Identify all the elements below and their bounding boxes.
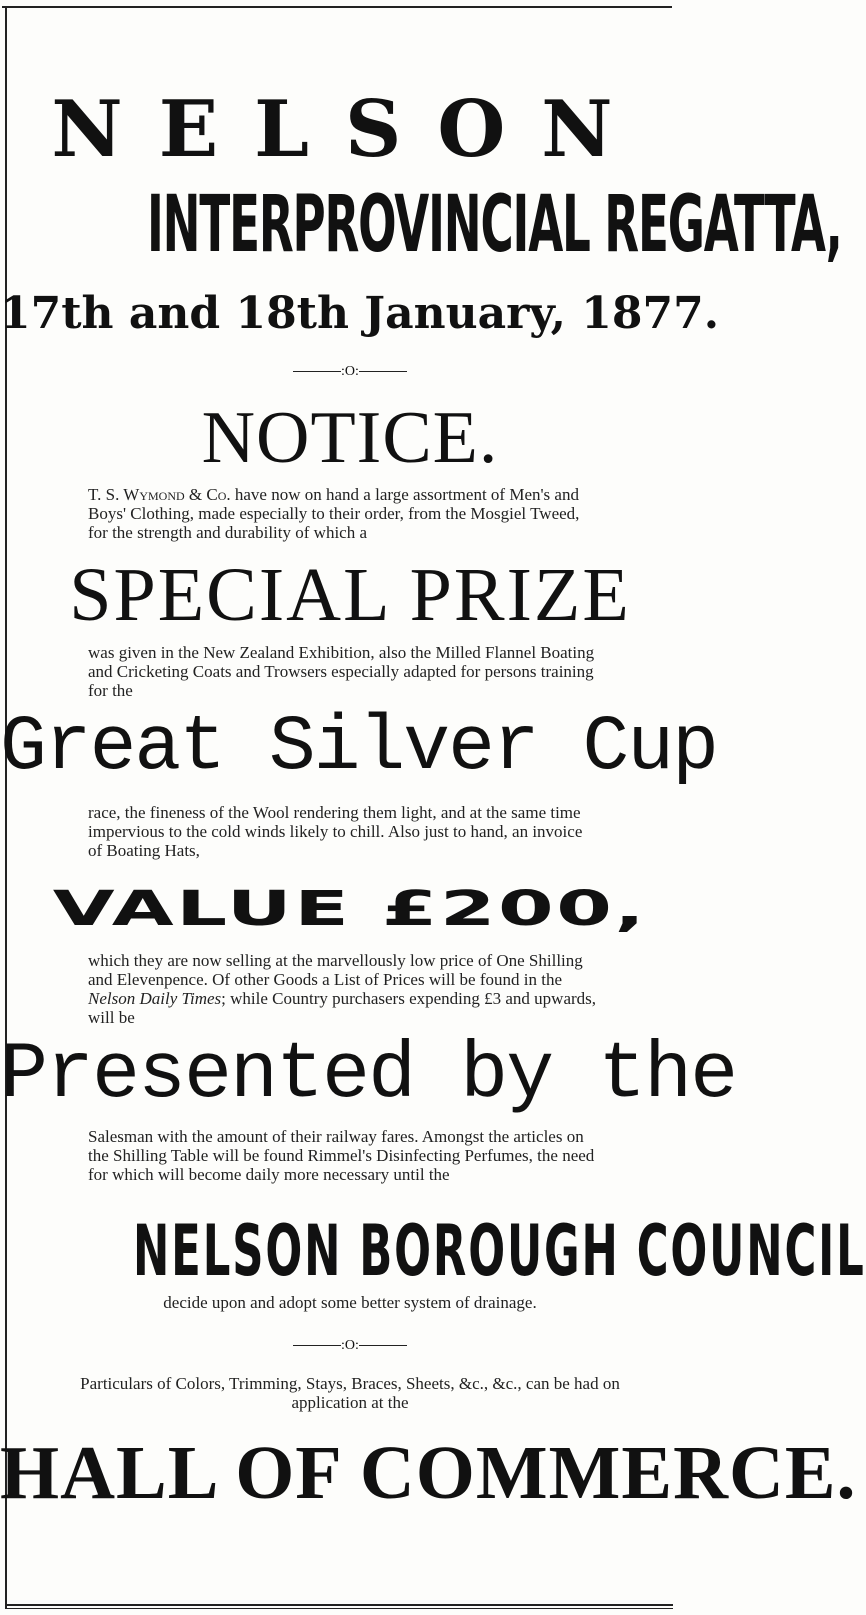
firm-name: T. S. Wymond & Co. xyxy=(88,485,231,504)
ornamental-divider-2 xyxy=(0,1338,700,1354)
notice-heading: NOTICE. xyxy=(201,397,499,479)
headline-nelson: NELSON xyxy=(51,84,649,175)
notice-paragraph-7: Particulars of Colors, Trimming, Stays, Braces, Sheets, &c., &c., can be had on application at the xyxy=(80,1374,620,1412)
divider-text: :O: xyxy=(341,364,359,379)
notice-paragraph-4 xyxy=(88,951,598,1027)
headline-borough-council: NELSON BOROUGH COUNCIL xyxy=(133,1210,866,1292)
notice-paragraph-2: was given in the New Zealand Exhibition, also the Milled Flannel Boating and Cricketing Coats and Trowsers especially adapted for persons training for the xyxy=(88,643,595,700)
headline-hall-of-commerce: HALL OF COMMERCE. xyxy=(0,1431,857,1515)
headline-special-prize: SPECIAL PRIZE xyxy=(69,553,631,637)
left-border-rule xyxy=(5,8,7,1608)
headline-value: VALUE £200, xyxy=(52,881,648,937)
notice-paragraph-6: decide upon and adopt some better system of drainage. xyxy=(163,1293,537,1312)
bottom-border-rule xyxy=(5,1604,673,1606)
event-dates: 17th and 18th January, 1877. xyxy=(0,288,720,339)
paragraph-4-text-b: ; while Country purchasers expending £3 and upwards, will be xyxy=(88,989,597,1027)
notice-paragraph-3: race, the fineness of the Wool rendering them light, and at the same time impervious to the cold winds likely to chill. Also just to hand, an invoice of Boating Hats, xyxy=(88,803,583,860)
notice-paragraph-1 xyxy=(88,485,598,542)
top-border-rule xyxy=(2,6,672,8)
headline-presented-by-the: Presented by the xyxy=(0,1030,737,1121)
bottom-border-rule-thin xyxy=(5,1608,673,1609)
paragraph-4-text-a: which they are now selling at the marvellously low price of One Shilling and Elevenpence. Of other Goods a List of Prices will be found in the xyxy=(88,951,583,989)
headline-regatta: INTERPROVINCIAL REGATTA, xyxy=(147,180,842,270)
divider-text-2: :O: xyxy=(341,1338,359,1353)
notice-paragraph-5: Salesman with the amount of their railway fares. Amongst the articles on the Shilling Table will be found Rimmel's Disinfecting Perfumes, the need for which will become daily more necessary until the xyxy=(88,1127,595,1184)
paragraph-1-text: have now on hand a large assortment of Men's and Boys' Clothing, made especially to their order, from the Mosgiel Tweed, for the strength and durability of which a xyxy=(88,485,580,542)
headline-great-silver-cup: Great Silver Cup xyxy=(0,704,717,792)
ornamental-divider-1 xyxy=(0,364,700,380)
newspaper-title: Nelson Daily Times xyxy=(88,989,222,1008)
